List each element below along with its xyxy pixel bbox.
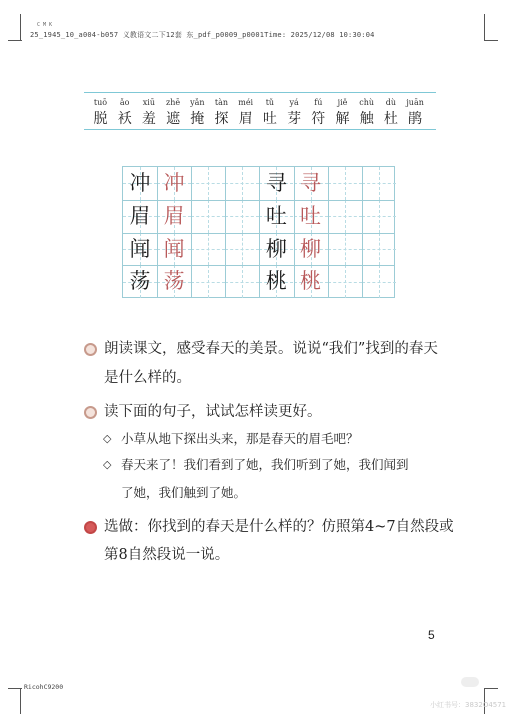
vocab-pinyin: chù (359, 98, 375, 107)
vocab-pinyin: tuō (93, 98, 108, 107)
vocab-item (329, 92, 356, 130)
page-number: 5 (428, 628, 435, 642)
grid-guide (242, 265, 243, 298)
writing-grid (122, 166, 395, 298)
model-character: 闻 (129, 236, 151, 261)
grid-guide (379, 200, 380, 233)
optional-task-icon (84, 521, 97, 534)
vocab-item (160, 92, 187, 130)
vocab-pinyin: zhē (166, 98, 181, 107)
vocab-pinyin: ǎo (119, 98, 130, 107)
vocab-item (402, 92, 429, 130)
vocab-character: 探 (214, 111, 229, 127)
trace-character: 眉 (163, 203, 185, 228)
vocab-pinyin: fú (314, 98, 323, 107)
grid-guide (208, 265, 209, 298)
crop-mark-top-right-v (484, 14, 485, 40)
vocab-character: 触 (359, 111, 374, 127)
grid-guide (208, 200, 209, 233)
crop-mark-top-right-h (484, 40, 498, 41)
model-character: 寻 (265, 171, 287, 195)
model-character: 荡 (129, 269, 151, 294)
vocab-character: 羞 (141, 111, 156, 127)
watermark-text: 小红书号：3832O4571 (430, 701, 507, 709)
vocab-character: 鹃 (408, 111, 423, 127)
vocab-pinyin: xiū (142, 98, 155, 107)
vocabulary-strip (84, 92, 436, 130)
watermark-logo (461, 677, 479, 687)
vocab-item (87, 92, 114, 130)
grid-guide (345, 200, 346, 233)
vocab-item (305, 92, 332, 130)
vocab-item (184, 92, 211, 130)
vocab-pinyin: yá (289, 98, 299, 107)
vocab-pinyin: méi (238, 98, 254, 107)
crop-mark-bottom-left-h (8, 688, 22, 689)
vocab-item (111, 92, 138, 130)
model-character: 桃 (265, 269, 287, 294)
vocab-character: 符 (311, 111, 326, 127)
grid-guide (379, 265, 380, 298)
vocab-character: 袄 (117, 111, 132, 127)
grid-guide (345, 233, 346, 266)
vocab-character: 掩 (190, 111, 205, 127)
vocab-character: 遮 (166, 111, 181, 127)
print-info-header: 25_1945_10_a004-b057 义教语文二下12套 东_pdf_p0009_p0001Time: 2025/12/08 10:30:04 (30, 31, 375, 39)
trace-character: 冲 (163, 171, 185, 195)
grid-guide (345, 167, 346, 200)
grid-guide (242, 233, 243, 266)
exercise-1-line-1: 朗读课文，感受春天的美景。说说“我们”找到的春天 (104, 341, 438, 357)
grid-guide (345, 265, 346, 298)
exercise-2-sentence-2-line-1: 春天来了！我们看到了她，我们听到了她，我们闻到 (121, 457, 409, 472)
crop-mark-bottom-right-h (484, 688, 498, 689)
vocab-item (135, 92, 162, 130)
model-character: 吐 (265, 203, 287, 228)
vocab-item (256, 92, 283, 130)
model-character: 冲 (129, 171, 151, 195)
printer-footer: RicohC9200 (24, 683, 64, 691)
read-aloud-icon (84, 343, 97, 356)
vocab-item (281, 92, 308, 130)
trace-character: 荡 (163, 269, 185, 294)
trace-character: 寻 (300, 171, 321, 195)
grid-guide (379, 167, 380, 200)
exercise-2-prompt: 读下面的句子，试试怎样读更好。 (104, 404, 322, 420)
vocab-character: 脱 (93, 111, 108, 127)
crop-mark-top-left-v (20, 14, 21, 40)
vocab-pinyin: tàn (214, 98, 229, 107)
model-character: 眉 (129, 203, 151, 228)
trace-character: 闻 (163, 236, 185, 261)
exercise-3-line-2: 第8自然段说一说。 (104, 547, 230, 563)
trace-character: 吐 (300, 203, 321, 228)
vocab-item (377, 92, 404, 130)
crop-mark-bottom-left-v (20, 688, 21, 714)
vocab-character: 杜 (383, 111, 398, 127)
vocab-pinyin: juān (406, 98, 424, 107)
registration-mark: C M K (37, 22, 53, 28)
grid-guide (379, 233, 380, 266)
bullet-diamond-icon: ◇ (103, 458, 112, 471)
vocab-character: 解 (335, 111, 350, 127)
read-aloud-icon (84, 406, 97, 419)
trace-character: 桃 (300, 269, 321, 294)
crop-mark-top-left-h (8, 40, 22, 41)
vocab-pinyin: tǔ (265, 98, 275, 107)
vocab-pinyin: jiě (337, 98, 348, 107)
exercise-3-line-1: 选做：你找到的春天是什么样的？仿照第4~7自然段或 (104, 519, 454, 535)
trace-character: 柳 (300, 236, 321, 261)
vocab-character: 芽 (287, 111, 302, 127)
vocab-pinyin: yǎn (190, 98, 205, 107)
grid-guide (242, 167, 243, 200)
vocab-character: 眉 (238, 111, 253, 127)
grid-guide (208, 233, 209, 266)
vocab-pinyin: dù (385, 98, 397, 107)
exercise-2-sentence-2-line-2: 了她，我们触到了她。 (121, 485, 247, 500)
bullet-diamond-icon: ◇ (103, 432, 112, 445)
exercise-2-sentence-1: 小草从地下探出头来，那是春天的眉毛吧？ (121, 431, 359, 446)
grid-guide (208, 167, 209, 200)
vocab-item (232, 92, 259, 130)
exercise-1-line-2: 是什么样的。 (104, 370, 191, 386)
grid-guide (242, 200, 243, 233)
vocab-item (353, 92, 380, 130)
vocab-character: 吐 (262, 111, 277, 127)
model-character: 柳 (265, 236, 287, 261)
vocab-item (208, 92, 235, 130)
